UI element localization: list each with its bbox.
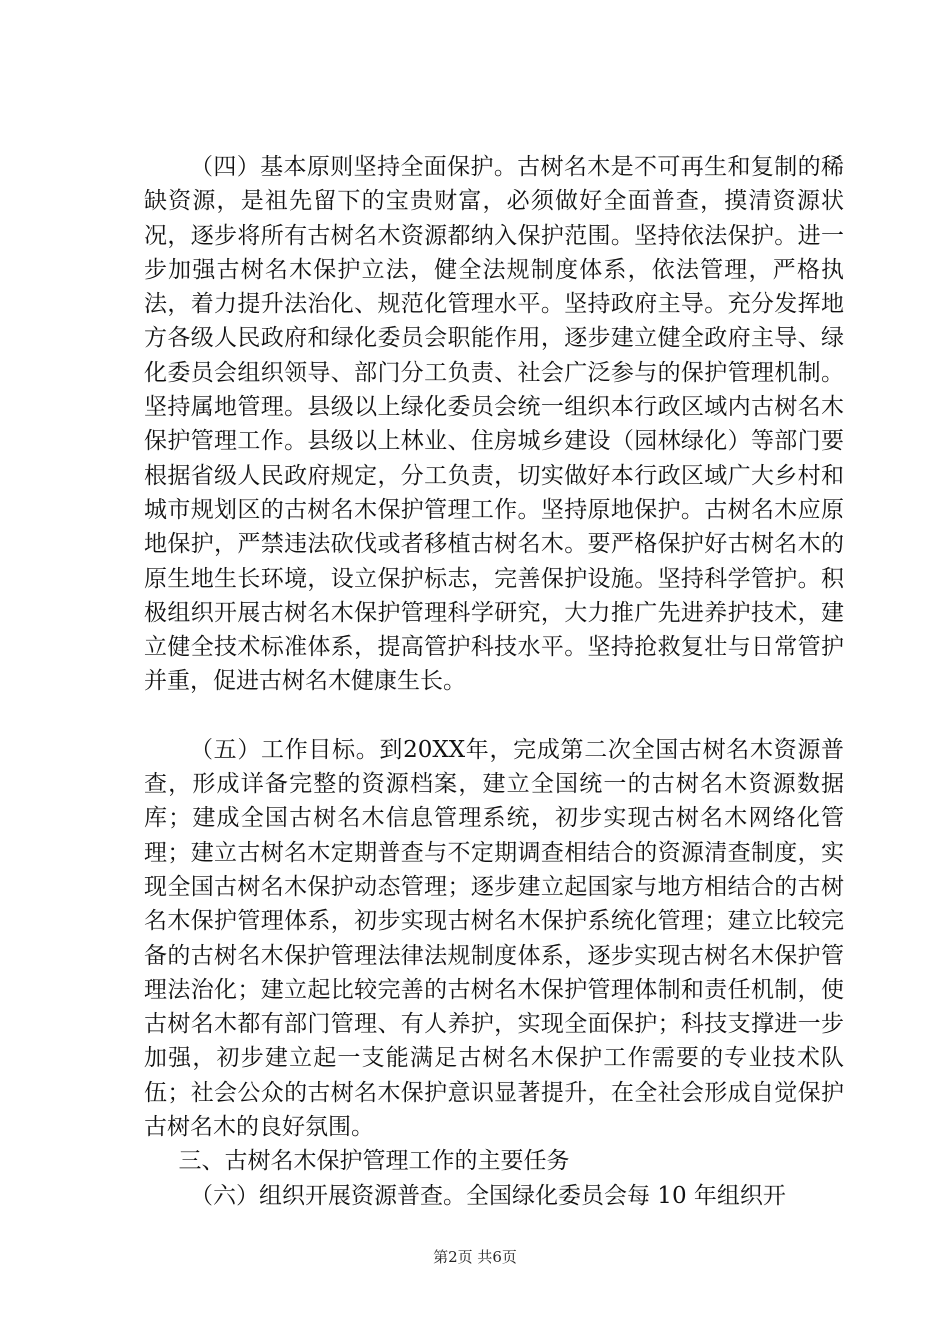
section-heading-main-tasks: 三、古树名木保护管理工作的主要任务 (178, 1148, 570, 1175)
paragraph-basic-principles: （四）基本原则坚持全面保护。古树名木是不可再生和复制的稀缺资源，是祖先留下的宝贵财富，必须做好全面普查，摸清资源状况，逐步将所有古树名木资源都纳入保护范围。坚持依法保护。进一步加强古树名木保护立法，健全法规制度体系，依法管理，严格执法，着力提升法治化、规范化管理水平。坚持政府主导。充分发挥地方各级人民政府和绿化委员会职能作用，逐步建立健全政府主导、绿化委员会组织领导、部门分工负责、社会广泛参与的保护管理机制。坚持属地管理。县级以上绿化委员会统一组织本行政区域内古树名木保护管理工作。县级以上林业、住房城乡建设（园林绿化）等部门要根据省级人民政府规定，分工负责，切实做好本行政区域广大乡村和城市规划区的古树名木保护管理工作。坚持原地保护。古树名木应原地保护，严禁违法砍伐或者移植古树名木。要严格保护好古树名木的原生地生长环境，设立保护标志，完善保护设施。坚持科学管护。积极组织开展古树名木保护管理科学研究，大力推广先进养护技术，建立健全技术标准体系，提高管护科技水平。坚持抢救复壮与日常管护并重，促进古树名木健康生长。 (144, 154, 844, 695)
paragraph-resource-survey: （六）组织开展资源普查。全国绿化委员会每 10 年组织开 (190, 1182, 786, 1209)
document-body (144, 150, 844, 1213)
paragraph-work-goals: （五）工作目标。到20XX年，完成第二次全国古树名木资源普查，形成详备完整的资源档案，建立全国统一的古树名木资源数据库；建成全国古树名木信息管理系统，初步实现古树名木网络化管理；建立古树名木定期普查与不定期调查相结合的资源清查制度，实现全国古树名木保护动态管理；逐步建立起国家与地方相结合的古树名木保护管理体系，初步实现古树名木保护系统化管理；建立比较完备的古树名木保护管理法律法规制度体系，逐步实现古树名木保护管理法治化；建立起比较完善的古树名木保护管理体制和责任机制，使古树名木都有部门管理、有人养护，实现全面保护；科技支撑进一步加强，初步建立起一支能满足古树名木保护工作需要的专业技术队伍；社会公众的古树名木保护意识显著提升，在全社会形成自觉保护古树名木的良好氛围。 (144, 736, 844, 1141)
page-number-footer: 第2页 共6页 (433, 1248, 517, 1266)
